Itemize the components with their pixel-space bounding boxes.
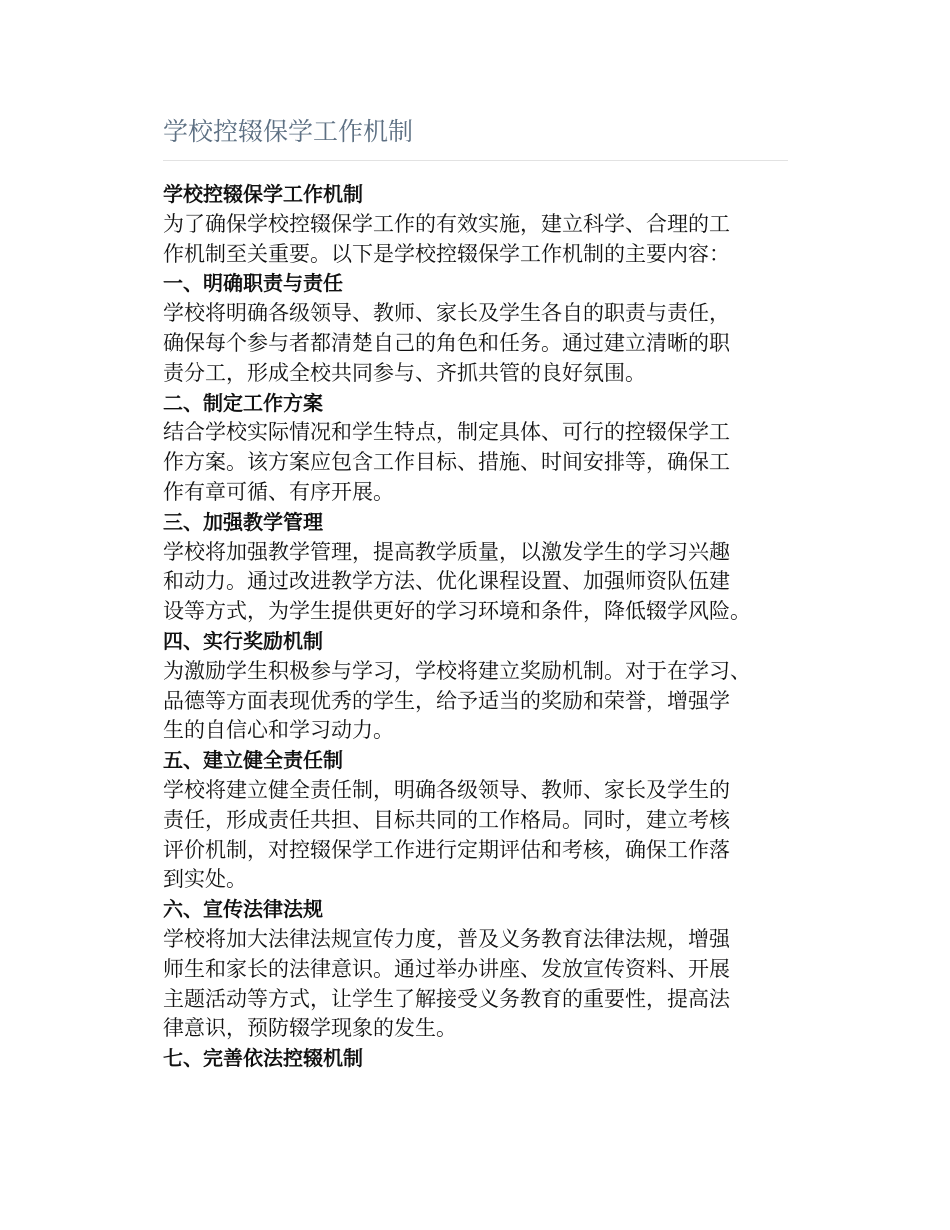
paragraph-line: 评价机制，对控辍保学工作进行定期评估和考核，确保工作落	[163, 837, 730, 862]
paragraph-line: 主题活动等方式，让学生了解接受义务教育的重要性，提高法	[163, 986, 730, 1011]
section-heading: 四、实行奖励机制	[163, 628, 323, 653]
paragraph-line: 作方案。该方案应包含工作目标、措施、时间安排等，确保工	[163, 450, 730, 475]
paragraph-line: 师生和家长的法律意识。通过举办讲座、发放宣传资料、开展	[163, 956, 730, 981]
paragraph-line: 确保每个参与者都清楚自己的角色和任务。通过建立清晰的职	[163, 330, 730, 355]
section-heading: 七、完善依法控辍机制	[163, 1046, 363, 1071]
title-divider	[163, 160, 788, 161]
section-heading: 六、宣传法律法规	[163, 897, 323, 922]
paragraph-line: 学校将明确各级领导、教师、家长及学生各自的职责与责任，	[163, 301, 730, 326]
paragraph-line: 责分工，形成全校共同参与、齐抓共管的良好氛围。	[163, 360, 646, 385]
document-body	[163, 180, 788, 1074]
section-paragraph	[163, 925, 788, 1044]
paragraph-line: 作有章可循、有序开展。	[163, 479, 394, 504]
paragraph-line: 学校将加大法律法规宣传力度，普及义务教育法律法规，增强	[163, 926, 730, 951]
section-heading: 一、明确职责与责任	[163, 271, 343, 296]
paragraph-line: 律意识，预防辍学现象的发生。	[163, 1016, 457, 1041]
paragraph-line: 和动力。通过改进教学方法、优化课程设置、加强师资队伍建	[163, 569, 730, 594]
section-paragraph	[163, 538, 788, 627]
intro-paragraph	[163, 210, 788, 270]
paragraph-line: 学校将加强教学管理，提高教学质量，以激发学生的学习兴趣	[163, 539, 730, 564]
paragraph-line: 作机制至关重要。以下是学校控辍保学工作机制的主要内容：	[163, 241, 730, 266]
paragraph-line: 学校将建立健全责任制，明确各级领导、教师、家长及学生的	[163, 777, 730, 802]
section-heading: 五、建立健全责任制	[163, 748, 343, 773]
paragraph-line: 结合学校实际情况和学生特点，制定具体、可行的控辍保学工	[163, 420, 730, 445]
body-heading: 学校控辍保学工作机制	[163, 182, 363, 206]
paragraph-line: 生的自信心和学习动力。	[163, 718, 394, 743]
section-heading: 二、制定工作方案	[163, 390, 323, 415]
paragraph-line: 为了确保学校控辍保学工作的有效实施，建立科学、合理的工	[163, 211, 730, 236]
paragraph-line: 为激励学生积极参与学习，学校将建立奖励机制。对于在学习、	[163, 658, 751, 683]
paragraph-line: 到实处。	[163, 867, 247, 892]
section-paragraph	[163, 776, 788, 895]
paragraph-line: 品德等方面表现优秀的学生，给予适当的奖励和荣誉，增强学	[163, 688, 730, 713]
section-paragraph	[163, 657, 788, 746]
section-paragraph	[163, 418, 788, 507]
paragraph-line: 责任，形成责任共担、目标共同的工作格局。同时，建立考核	[163, 807, 730, 832]
paragraph-line: 设等方式，为学生提供更好的学习环境和条件，降低辍学风险。	[163, 599, 751, 624]
section-paragraph	[163, 299, 788, 388]
section-heading: 三、加强教学管理	[163, 509, 323, 534]
document-title: 学校控辍保学工作机制	[163, 117, 414, 146]
